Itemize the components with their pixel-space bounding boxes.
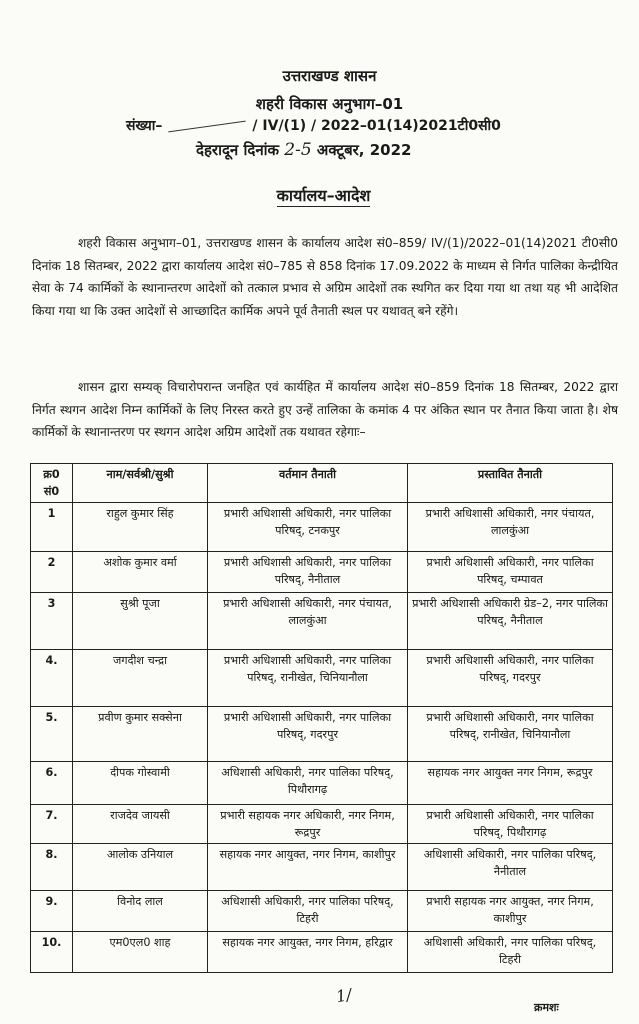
paragraph-2: [32, 376, 618, 444]
cell-current-posting: प्रभारी अधिशासी अधिकारी, नगर पालिका परिषद्, नैनीताल: [208, 552, 408, 593]
table-row: [31, 650, 613, 707]
cell-proposed-posting: प्रभारी अधिशासी अधिकारी, नगर पालिका परिषद्, चम्पावत: [408, 552, 613, 593]
order-title: [0, 184, 639, 206]
cell-current-posting: प्रभारी अधिशासी अधिकारी, नगर पालिका परिषद्, टनकपुर: [208, 503, 408, 552]
cell-name: एम0एल0 शाह: [73, 932, 208, 973]
cell-sn: 3: [31, 593, 73, 650]
cell-name: आलोक उनियाल: [73, 844, 208, 891]
staff-transfer-table: [30, 463, 613, 973]
table-row: [31, 805, 613, 844]
cell-name: प्रवीण कुमार सक्सेना: [73, 707, 208, 762]
cell-sn: 6.: [31, 762, 73, 805]
cell-sn: 2: [31, 552, 73, 593]
cell-current-posting: सहायक नगर आयुक्त, नगर निगम, काशीपुर: [208, 844, 408, 891]
handwritten-date-day: 2-5: [284, 140, 312, 160]
table-row: [31, 844, 613, 891]
department-heading: शहरी विकास अनुभाग–01: [255, 95, 404, 113]
date-suffix: अक्टूबर, 2022: [316, 141, 412, 159]
cell-current-posting: सहायक नगर आयुक्त, नगर निगम, हरिद्वार: [208, 932, 408, 973]
col-header-name: नाम/सर्वश्री/सुश्री: [73, 464, 208, 503]
table-row: [31, 593, 613, 650]
table-row: [31, 707, 613, 762]
cell-current-posting: प्रभारी सहायक नगर अधिकारी, नगर निगम, रूद्रपुर: [208, 805, 408, 844]
cell-proposed-posting: अधिशासी अधिकारी, नगर पालिका परिषद्, टिहरी: [408, 932, 613, 973]
cell-sn: 1: [31, 503, 73, 552]
cell-sn: 7.: [31, 805, 73, 844]
cell-name: विनोद लाल: [73, 891, 208, 932]
cell-proposed-posting: प्रभारी सहायक नगर आयुक्त, नगर निगम, काशीपुर: [408, 891, 613, 932]
cell-sn: 10.: [31, 932, 73, 973]
cell-current-posting: अधिशासी अधिकारी, नगर पालिका परिषद्, टिहरी: [208, 891, 408, 932]
col-header-current: वर्तमान तैनाती: [208, 464, 408, 503]
continued-label: क्रमशः: [534, 1001, 559, 1014]
cell-name: दीपक गोस्वामी: [73, 762, 208, 805]
col-header-sn: क्र0 सं0: [31, 464, 73, 503]
order-title-text: कार्यालय–आदेश: [276, 186, 371, 205]
cell-sn: 4.: [31, 650, 73, 707]
cell-name: राजदेव जायसी: [73, 805, 208, 844]
table-row: [31, 552, 613, 593]
reference-line: [126, 116, 501, 135]
table-header-row: [31, 464, 613, 503]
cell-proposed-posting: प्रभारी अधिशासी अधिकारी ग्रेड–2, नगर पालिका परिषद्, नैनीताल: [408, 593, 613, 650]
cell-current-posting: प्रभारी अधिशासी अधिकारी, नगर पालिका परिषद्, रानीखेत, चिनियानौला: [208, 650, 408, 707]
ref-label: संख्या–: [126, 118, 163, 134]
table-row: [31, 891, 613, 932]
cell-proposed-posting: प्रभारी अधिशासी अधिकारी, नगर पालिका परिषद्, रानीखेत, चिनियानौला: [408, 707, 613, 762]
cell-current-posting: प्रभारी अधिशासी अधिकारी, नगर पालिका परिषद्, गदरपुर: [208, 707, 408, 762]
table-row: [31, 762, 613, 805]
paragraph-1-text: शहरी विकास अनुभाग–01, उत्तराखण्ड शासन के कार्यालय आदेश सं0–859/ IV/(1)/2022–01(14)2021 टी0सी0 दिनांक 18 सितम्बर, 2022 द्वारा कार्यालय आदेश सं0–785 से 858 दिनांक 17.09.2022 के माध्यम से निर्गत पालिका केन्द्रीयित सेवा के 74 कार्मिकों के स्थानान्तरण आदेशों को तत्काल प्रभाव से अग्रिम आदेशों तक स्थगित कर दिया गया था तथा यह भी आदेशित किया गया था कि उक्त आदेशों से आच्छादित कार्मिक अपने पूर्व तैनाती स्थल पर यथावत् बने रहेंगे।: [32, 236, 618, 318]
cell-current-posting: प्रभारी अधिशासी अधिकारी, नगर पंचायत, लालकुंआ: [208, 593, 408, 650]
cell-name: जगदीश चन्द्रा: [73, 650, 208, 707]
ref-blank-line: [169, 120, 246, 132]
date-line: [196, 140, 411, 160]
govt-heading: उत्तराखण्ड शासन: [282, 67, 377, 85]
cell-proposed-posting: प्रभारी अधिशासी अधिकारी, नगर पालिका परिषद्, गदरपुर: [408, 650, 613, 707]
ref-number: / IV/(1) / 2022–01(14)2021टी0सी0: [252, 118, 501, 134]
paragraph-1: [32, 232, 618, 322]
table-row: [31, 503, 613, 552]
col-header-proposed: प्रस्तावित तैनाती: [408, 464, 613, 503]
cell-name: अशोक कुमार वर्मा: [73, 552, 208, 593]
cell-sn: 5.: [31, 707, 73, 762]
paragraph-2-text: शासन द्वारा सम्यक् विचारोपरान्त जनहित एवं कार्यहित में कार्यालय आदेश सं0–859 दिनांक 18 सितम्बर, 2022 द्वारा निर्गत स्थगन आदेश निम्न कार्मिकों के लिए निरस्त करते हुए उन्हें तालिका के कमांक 4 पर अंकित स्थान पर तैनात किया जाता है। शेष कार्मिकों के स्थानान्तरण पर स्थगन आदेश अग्रिम आदेशों तक यथावत रहेगाः–: [32, 380, 618, 439]
cell-proposed-posting: प्रभारी अधिशासी अधिकारी, नगर पालिका परिषद्, पिथौरागढ़: [408, 805, 613, 844]
cell-name: राहुल कुमार सिंह: [73, 503, 208, 552]
date-prefix: देहरादून दिनांक: [196, 141, 280, 159]
cell-name: सुश्री पूजा: [73, 593, 208, 650]
cell-sn: 8.: [31, 844, 73, 891]
cell-proposed-posting: प्रभारी अधिशासी अधिकारी, नगर पंचायत, लालकुंआ: [408, 503, 613, 552]
cell-current-posting: अधिशासी अधिकारी, नगर पालिका परिषद्, पिथौरागढ़: [208, 762, 408, 805]
page-number-mark: 1/: [334, 984, 354, 1007]
cell-proposed-posting: सहायक नगर आयुक्त नगर निगम, रूद्रपुर: [408, 762, 613, 805]
cell-proposed-posting: अधिशासी अधिकारी, नगर पालिका परिषद्, नैनीताल: [408, 844, 613, 891]
table-row: [31, 932, 613, 973]
cell-sn: 9.: [31, 891, 73, 932]
